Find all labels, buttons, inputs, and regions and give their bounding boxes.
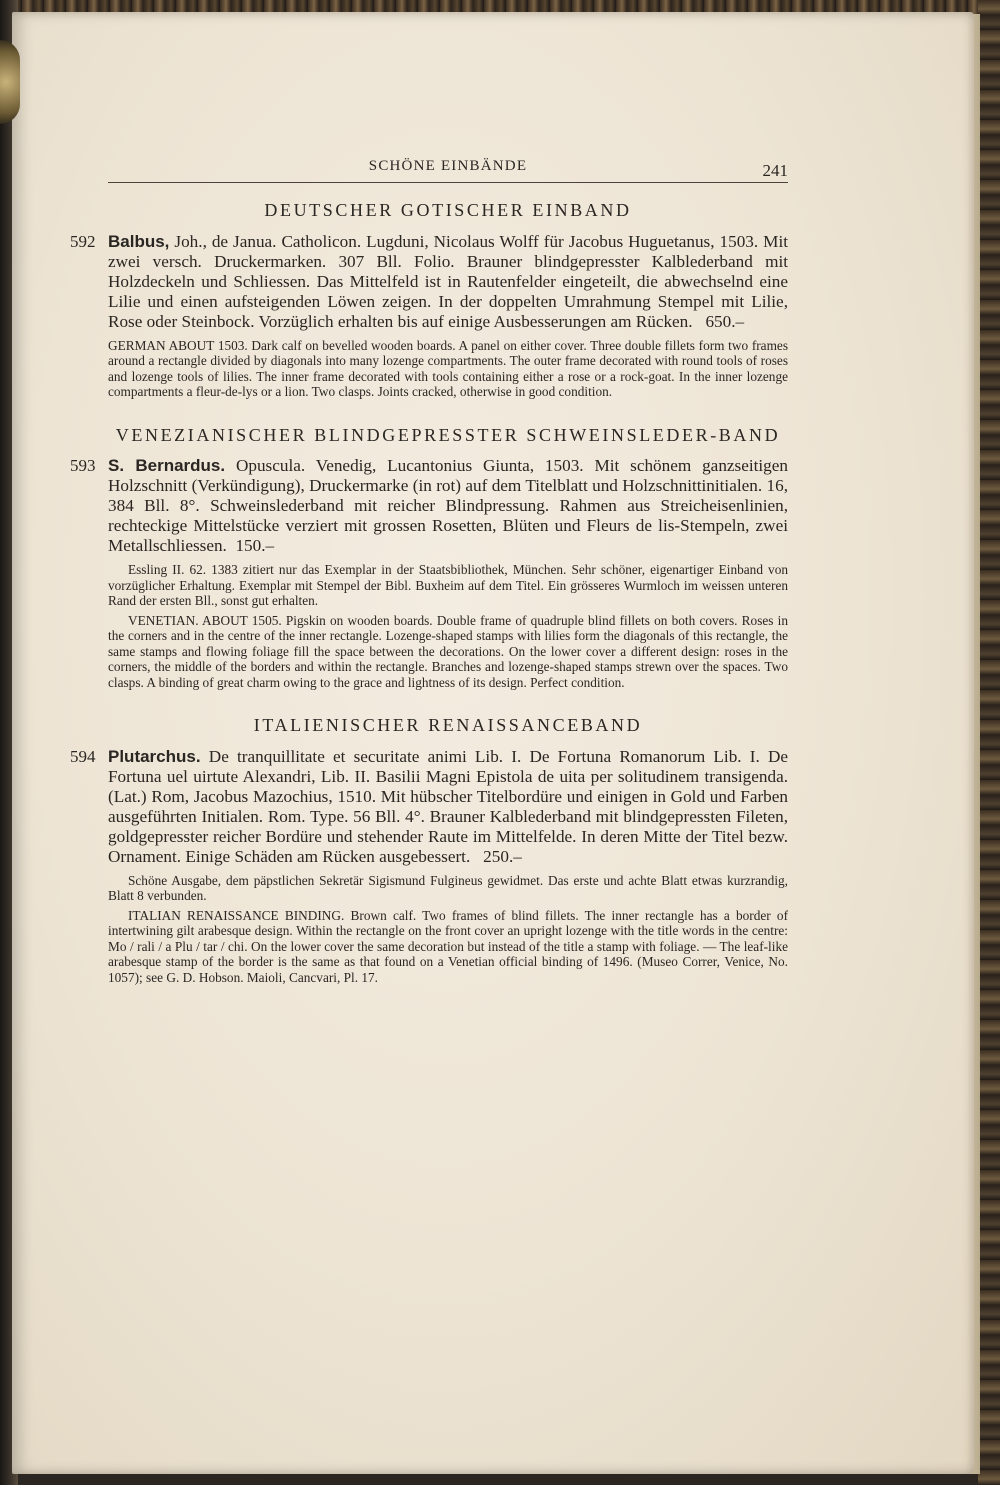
running-title: SCHÖNE EINBÄNDE bbox=[368, 158, 528, 174]
section-heading-german-gothic: DEUTSCHER GOTISCHER EINBAND bbox=[264, 200, 632, 220]
section-heading-italian-renaissance: ITALIENISCHER RENAISSANCEBAND bbox=[253, 715, 643, 735]
entry-note: Essling II. 62. 1383 zitiert nur das Exemplar in der Staatsbibliothek, München. Sehr schöner, eigenartiger Einband von vorzüglicher Erhaltung. Exemplar mit Stempel der Bibl. Buxheim auf dem Titel. Ein grösseres Wurmloch im weissen unteren Rand der ersten Bll., sonst gut erhalten. bbox=[108, 562, 788, 608]
page-content bbox=[70, 150, 789, 985]
entry-price: 650.– bbox=[705, 311, 745, 331]
lot-number: 594 bbox=[70, 746, 96, 766]
entry-description bbox=[108, 232, 788, 332]
entry-author: Plutarchus. bbox=[108, 746, 201, 766]
lot-number: 592 bbox=[70, 231, 96, 251]
lot-number: 593 bbox=[70, 456, 96, 475]
catalogue-entry-593 bbox=[70, 456, 788, 690]
catalogue-entry-594 bbox=[70, 746, 789, 986]
entry-body: Joh., de Janua. Catholicon. Lugduni, Nicolaus Wolff für Jacobus Huguetanus, 1503. Mit zwei versch. Druckermarken. 307 Bll. Folio. Brauner blindgepresster Kalblederband mit Holzdeckeln und Schliessen. Das Mittelfeld ist in Rautenfelder eingeteilt, die abwechselnd eine Lilie und einen aufsteigenden Löwen zeigen. In der doppelten Umrahmung Stempel mit Lilie, Rose oder Steinbock. Vorzüglich erhalten bis auf einige Ausbesserungen am Rücken. bbox=[108, 231, 788, 331]
entry-note: ITALIAN RENAISSANCE BINDING. Brown calf. Two frames of blind fillets. The inner rectangle has a border of intertwining gilt arabesque design. Within the rectangle on the front cover an upright lozenge with the title words in the centre: Mo / rali / a Plu / tar / chi. On the lower cover the same decoration but instead of the title a stamp with foliage. — The leaf-like arabesque stamp of the border is the same as that found on a Venetian official binding of 1496. (Museo Correr, Venice, No. 1057); see G. D. Hobson. Maioli, Cancvari, Pl. 17. bbox=[108, 907, 788, 985]
entry-description bbox=[108, 456, 788, 556]
running-head bbox=[108, 150, 788, 183]
entry-author: Balbus, bbox=[108, 231, 170, 251]
entry-price: 150.– bbox=[235, 536, 275, 555]
entry-note: GERMAN ABOUT 1503. Dark calf on bevelled wooden boards. A panel on either cover. Three double fillets form two frames around a rectangle divided by diagonals into many lozenge compartments. The outer frame decorated with round tools of roses and lozenge tools of lilies. The inner frame decorated with tools containing either a rose or a rock-goat. In the inner lozenge compartments a fleur-de-lys or a lion. Two clasps. Joints cracked, otherwise in good condition. bbox=[108, 337, 788, 399]
marbled-right-edge bbox=[978, 0, 1000, 1485]
brass-clasp bbox=[0, 40, 20, 124]
entry-author: S. Bernardus. bbox=[108, 456, 226, 475]
section-heading-venetian: VENEZIANISCHER BLINDGEPRESSTER SCHWEINSLEDER-BAND bbox=[115, 424, 781, 445]
entry-description bbox=[108, 747, 788, 867]
entry-price: 250.– bbox=[483, 846, 522, 866]
entry-body: De tranquillitate et securitate animi Lib. I. De Fortuna Romanorum Lib. I. De Fortuna uel uirtute Alexandri, Lib. II. Basilii Magni Epistola de uita per solitudinem transigenda. (Lat.) Rom, Jacobus Mazochius, 1510. Mit hübscher Titelbordüre und einigen in Gold und Farben ausgeführten Initialen. Rom. Type. 56 Bll. 4°. Brauner Kalblederband mit blindgepressten Fileten, goldgepresster reicher Bordüre und stehender Raute im Mittelfelde. In deren Mitte der Titel bezw. Ornament. Einige Schäden am Rücken ausgebessert. bbox=[108, 746, 789, 866]
entry-body: Opuscula. Venedig, Lucantonius Giunta, 1503. Mit schönem ganzseitigen Holzschnitt (Verkündigung), Druckermarke (in rot) auf dem Titelblatt und Holzschnittinitialen. 16, 384 Bll. 8°. Schweinslederband mit reicher Blindpressung. Rahmen aus Streicheisenlinien, rechteckige Mittelstücke verziert mit grossen Rosetten, Blüten und Fleurs de lis-Stempeln, zwei Metallschliessen. bbox=[108, 456, 788, 555]
entry-note: Schöne Ausgabe, dem päpstlichen Sekretär Sigismund Fulgineus gewidmet. Das erste und achte Blatt etwas kurzrandig, Blatt 8 verbunden. bbox=[108, 872, 788, 903]
entry-note: VENETIAN. ABOUT 1505. Pigskin on wooden boards. Double frame of quadruple blind fillets on both covers. Roses in the corners and in the centre of the inner rectangle. Lozenge-shaped stamps with lilies form the diagonals of this rectangle, the same stamps and flowing foliage fill the space between the decorations. On the lower cover a different design: roses in the corners, the middle of the borders and within the rectangle. Branches and lozenge-shaped stamps strewn over the spaces. Two clasps. A binding of great charm owing to the grace and lightness of its design. Perfect condition. bbox=[108, 612, 788, 690]
catalogue-entry-592 bbox=[70, 231, 788, 400]
page-number: 241 bbox=[762, 161, 788, 180]
